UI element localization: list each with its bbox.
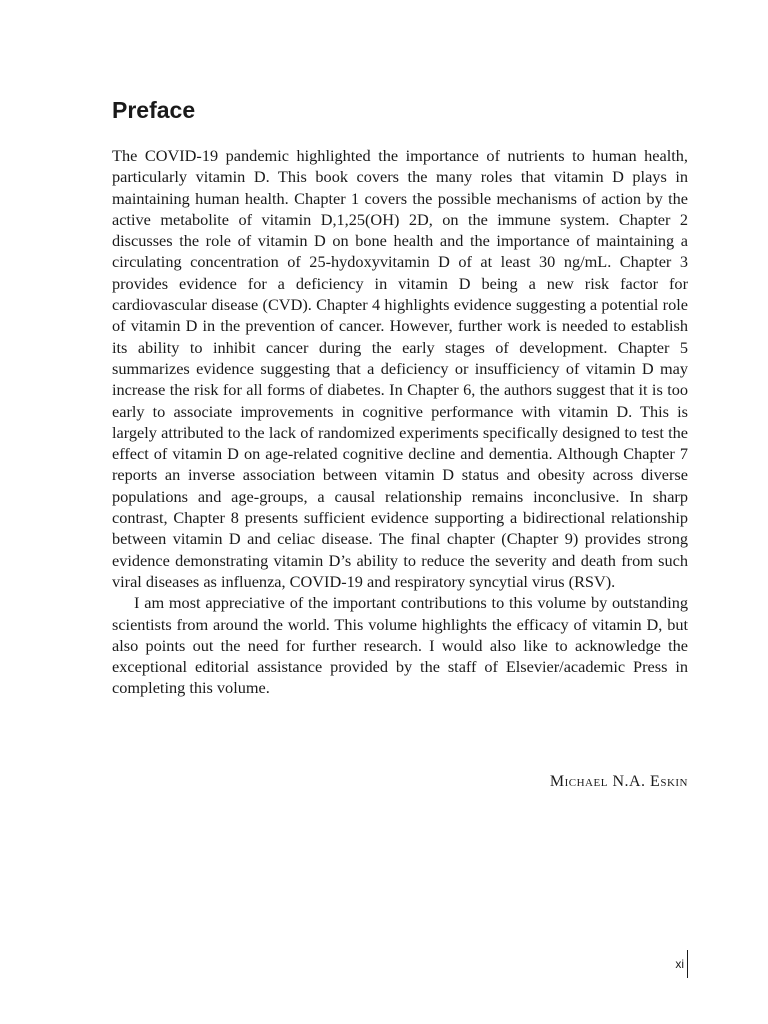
page-number-rule bbox=[687, 950, 688, 978]
author-signature: Michael N.A. Eskin bbox=[549, 773, 688, 790]
preface-body bbox=[112, 145, 688, 699]
paragraph-1: The COVID-19 pandemic highlighted the importance of nutrients to human health, particularly vitamin D. This book covers the many roles that vitamin D plays in maintaining human health. Chapter 1 covers the possible mechanisms of action by the active metabolite of vitamin D,1,25(OH) 2D, on the immune system. Chapter 2 discusses the role of vitamin D on bone health and the importance of maintaining a circulating concentration of 25-hydoxyvitamin D of at least 30 ng/mL. Chapter 3 provides evidence for a deficiency in vitamin D being a new risk factor for cardiovascular disease (CVD). Chapter 4 highlights evidence suggesting a potential role of vitamin D in the prevention of cancer. However, further work is needed to establish its ability to inhibit cancer during the early stages of development. Chapter 5 summarizes evidence suggesting that a deficiency or insufficiency of vitamin D may increase the risk for all forms of diabetes. In Chapter 6, the authors suggest that it is too early to associate improvements in cognitive performance with vitamin D. This is largely attributed to the lack of randomized experiments specifically designed to test the effect of vitamin D on age-related cognitive decline and dementia. Although Chapter 7 reports an inverse association between vitamin D status and obesity across diverse populations and age-groups, a causal relationship remains inconclusive. In sharp contrast, Chapter 8 presents sufficient evidence supporting a bidirectional relationship between vitamin D and celiac disease. The final chapter (Chapter 9) provides strong evidence demonstrating vitamin D’s ability to reduce the severity and death from such viral diseases as influenza, COVID-19 and respiratory syncytial virus (RSV). bbox=[112, 146, 688, 591]
paragraph-2: I am most appreciative of the important contributions to this volume by outstanding scientists from around the world. This volume highlights the efficacy of vitamin D, but also points out the need for further research. I would also like to acknowledge the exceptional editorial assistance provided by the staff of Elsevier/academic Press in completing this volume. bbox=[112, 593, 688, 698]
page-number: xi bbox=[675, 957, 684, 971]
page-title: Preface bbox=[112, 97, 196, 123]
